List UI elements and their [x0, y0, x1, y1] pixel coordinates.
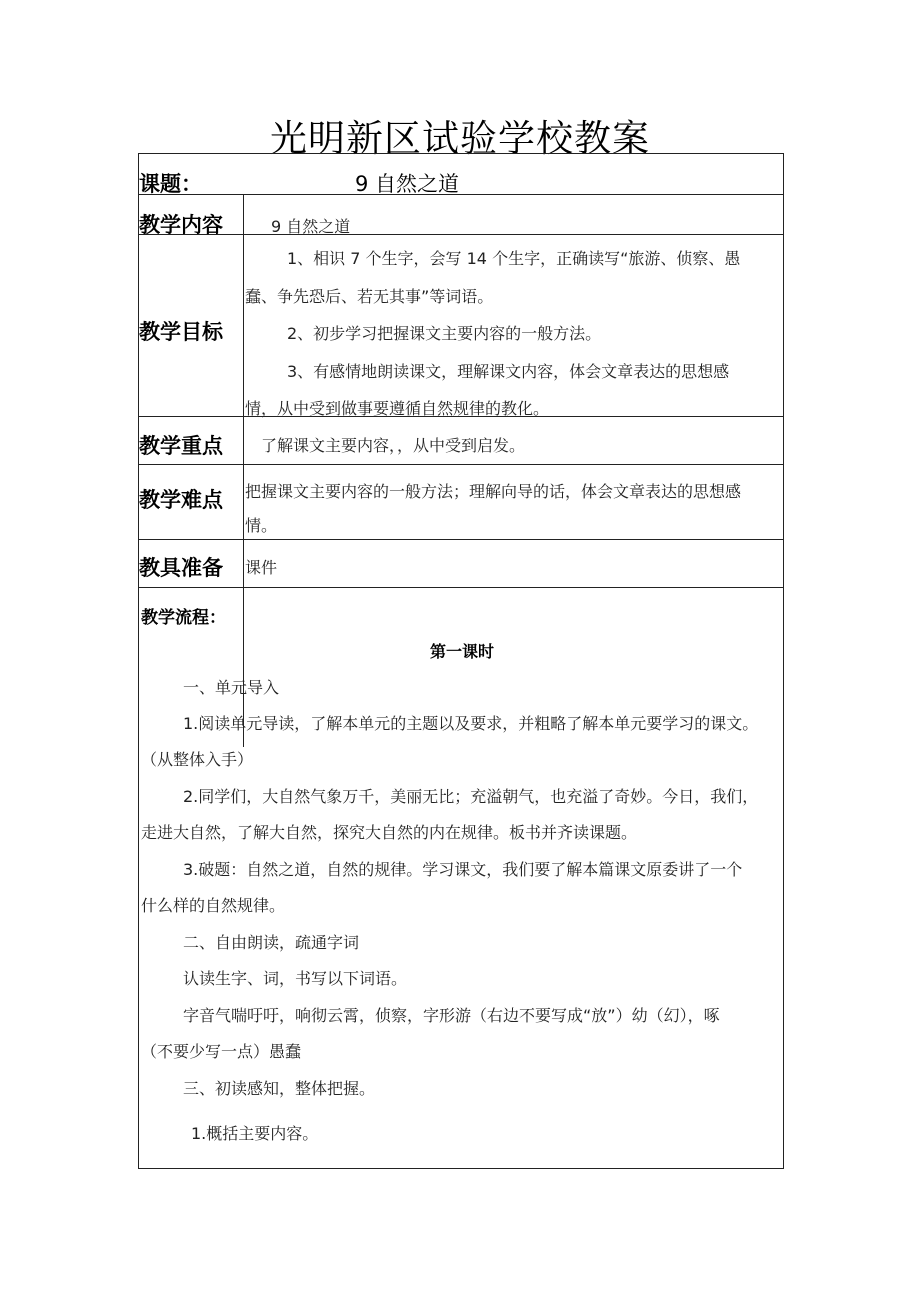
process-line: （不要少写一点）愚蠢: [141, 1042, 302, 1061]
process-line: 字音气喘吁吁，响彻云霄，侦察，字形游（右边不要写成“放”）幼（幻），啄: [183, 1006, 720, 1025]
process-line: 什么样的自然规律。: [141, 896, 286, 915]
lesson-title: 第一课时: [429, 642, 494, 661]
row-divider: [139, 464, 783, 465]
goal-item: 1、相识 7 个生字，会写 14 个生字，正确读写“旅游、侦察、愚: [287, 249, 741, 268]
materials-label: 教具准备: [139, 556, 223, 580]
goal-item: 情，从中受到做事要遵循自然规律的教化。: [245, 399, 550, 418]
content-label: 教学内容: [139, 213, 223, 237]
process-line: 3.破题：自然之道，自然的规律。学习课文，我们要了解本篇课文原委讲了一个: [183, 860, 743, 879]
goal-item: 蠢、争先恐后、若无其事”等词语。: [245, 287, 494, 306]
goals-label: 教学目标: [139, 320, 223, 344]
goal-item: 3、有感情地朗读课文，理解课文内容，体会文章表达的思想感: [287, 362, 730, 381]
difficulties-label: 教学难点: [139, 488, 223, 512]
process-line: （从整体入手）: [141, 750, 254, 769]
goal-item: 2、初步学习把握课文主要内容的一般方法。: [287, 324, 602, 343]
process-line: 三、初读感知，整体把握。: [183, 1079, 376, 1098]
process-line: 2.同学们，大自然气象万千，美丽无比；充溢朝气，也充溢了奇妙。今日，我们，: [183, 787, 759, 806]
difficulties-line: 情。: [245, 516, 278, 535]
process-line: 一、单元导入: [183, 678, 280, 697]
process-line: 认读生字、词，书写以下词语。: [183, 969, 408, 988]
process-label: 教学流程：: [141, 608, 226, 628]
difficulties-line: 把握课文主要内容的一般方法；理解向导的话，体会文章表达的思想感: [245, 482, 742, 501]
topic-value: 9 自然之道: [355, 172, 460, 196]
document-title: 光明新区试验学校教案: [270, 117, 650, 160]
materials-value: 课件: [245, 558, 278, 577]
content-value: 9 自然之道: [271, 217, 351, 236]
key-points-label: 教学重点: [139, 434, 223, 458]
row-divider: [139, 194, 783, 195]
process-line: 1.阅读单元导读，了解本单元的主题以及要求，并粗略了解本单元要学习的课文。: [183, 714, 759, 733]
row-divider: [139, 587, 783, 588]
row-divider: [139, 539, 783, 540]
lesson-plan-table: [138, 153, 784, 1169]
key-points-value: 了解课文主要内容，，从中受到启发。: [261, 436, 526, 455]
topic-label: 课题：: [139, 172, 202, 196]
column-divider: [243, 194, 244, 747]
process-line: 走进大自然，了解大自然，探究大自然的内在规律。板书并齐读课题。: [141, 823, 638, 842]
process-line: 1.概括主要内容。: [191, 1124, 319, 1143]
process-line: 二、自由朗读，疏通字词: [183, 933, 360, 952]
